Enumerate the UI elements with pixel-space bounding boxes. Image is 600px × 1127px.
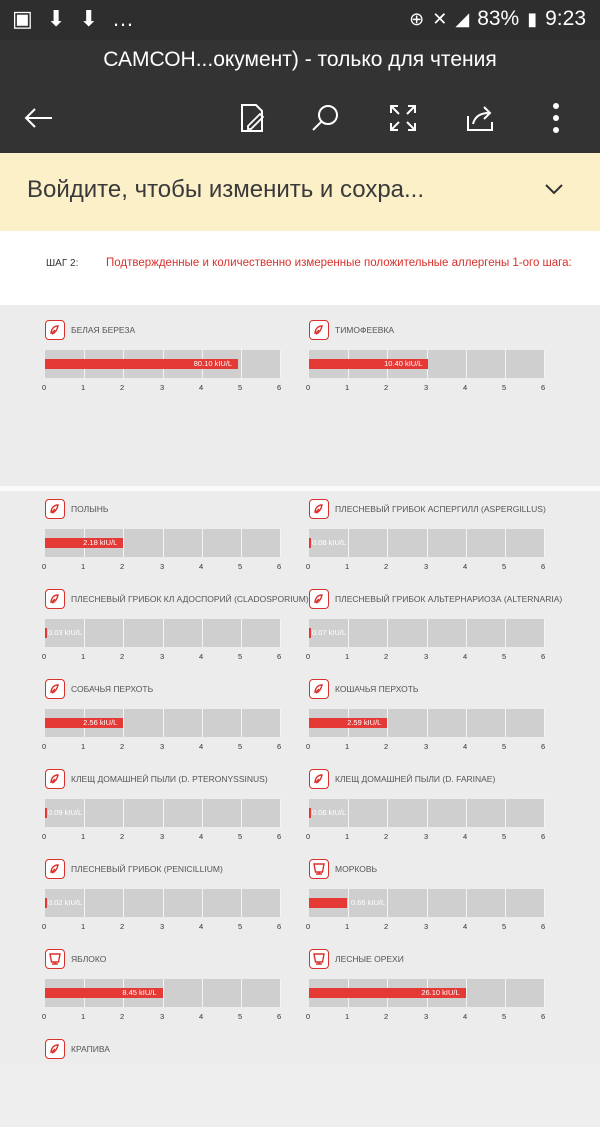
gridline	[387, 799, 388, 827]
gridline	[241, 799, 242, 827]
gridline	[280, 799, 281, 827]
axis-tick: 5	[238, 922, 243, 931]
gridline	[123, 619, 124, 647]
axis-tick: 4	[199, 742, 204, 751]
notification-icons: ▣ ⬇ ⬇ …	[12, 6, 138, 31]
allergen-chart	[306, 949, 574, 1037]
back-button[interactable]	[16, 96, 60, 140]
axis-tick: 0	[306, 383, 311, 392]
axis-tick: 0	[306, 562, 311, 571]
axis-tick: 0	[42, 383, 47, 392]
allergen-chart	[306, 320, 574, 408]
value-label: 0.02 kIU/L	[48, 898, 83, 907]
axis-tick: 3	[424, 742, 429, 751]
axis-tick: 6	[541, 832, 546, 841]
gridline	[387, 529, 388, 557]
gridline	[466, 979, 467, 1007]
axis-tick: 2	[384, 652, 389, 661]
axis-tick: 5	[502, 652, 507, 661]
bar-track	[45, 619, 280, 647]
gridline	[466, 889, 467, 917]
signin-banner[interactable]	[0, 153, 600, 231]
axis-tick: 1	[345, 742, 350, 751]
gridline	[544, 619, 545, 647]
value-label: 2.18 kIU/L	[83, 538, 118, 547]
gridline	[427, 709, 428, 737]
gridline	[202, 619, 203, 647]
axis-tick: 3	[160, 832, 165, 841]
value-label: 2.59 kIU/L	[347, 718, 382, 727]
axis-tick: 3	[160, 652, 165, 661]
axis-tick: 2	[120, 832, 125, 841]
axis-tick: 2	[120, 1012, 125, 1021]
axis-tick: 4	[463, 562, 468, 571]
axis-tick: 0	[306, 1012, 311, 1021]
value-label: 0.66 kIU/L	[350, 898, 386, 907]
axis-tick: 0	[306, 922, 311, 931]
bar-track	[45, 799, 280, 827]
gridline	[544, 889, 545, 917]
battery-saver-icon: ⊕	[409, 8, 425, 29]
axis-tick: 5	[502, 742, 507, 751]
axis-tick: 0	[306, 742, 311, 751]
allergen-chart	[42, 769, 310, 857]
axis-tick: 1	[345, 832, 350, 841]
bar-track	[309, 979, 544, 1007]
battery-icon: ▮	[527, 8, 538, 29]
signal-icon: ◢	[455, 8, 470, 29]
gridline	[280, 979, 281, 1007]
gridline	[544, 529, 545, 557]
food-icon	[309, 859, 329, 879]
gridline	[280, 529, 281, 557]
allergen-name: КЛЕЩ ДОМАШНЕЙ ПЫЛИ (D. FARINAE)	[335, 774, 496, 784]
axis-tick: 4	[199, 832, 204, 841]
bar-track	[45, 979, 280, 1007]
allergen-name: КЛЕЩ ДОМАШНЕЙ ПЫЛИ (D. PTERONYSSINUS)	[71, 774, 268, 784]
mute-icon: ✕	[432, 8, 448, 29]
step-label: ШАГ 2:	[46, 258, 79, 269]
share-button[interactable]	[458, 96, 502, 140]
axis-tick: 3	[424, 922, 429, 931]
allergen-chart	[45, 1039, 310, 1127]
axis-tick: 3	[160, 742, 165, 751]
pollen-icon	[45, 589, 65, 609]
pollen-icon	[45, 1039, 65, 1059]
gridline	[466, 619, 467, 647]
step-description: Подтвержденные и количественно измеренные положительные аллергены 1-ого шага:	[106, 257, 572, 269]
axis-tick: 2	[384, 832, 389, 841]
value-label: 0.03 kIU/L	[48, 628, 83, 637]
gridline	[427, 889, 428, 917]
pollen-icon	[45, 859, 65, 879]
allergen-chart	[306, 499, 574, 587]
axis-tick: 1	[345, 922, 350, 931]
pollen-icon	[309, 769, 329, 789]
axis-tick: 5	[502, 1012, 507, 1021]
axis-tick: 5	[238, 652, 243, 661]
more-vert-icon	[551, 102, 561, 134]
allergen-name: КРАПИВА	[71, 1044, 110, 1054]
gridline	[544, 979, 545, 1007]
allergen-name: ЛЕСНЫЕ ОРЕХИ	[335, 954, 404, 964]
axis-tick: 5	[502, 383, 507, 392]
axis-tick: 4	[463, 742, 468, 751]
axis-tick: 1	[345, 562, 350, 571]
gridline	[466, 529, 467, 557]
gridline	[241, 979, 242, 1007]
gridline	[387, 889, 388, 917]
food-icon	[309, 949, 329, 969]
gridline	[348, 799, 349, 827]
gridline	[348, 619, 349, 647]
gridline	[348, 889, 349, 917]
axis-tick: 4	[199, 922, 204, 931]
pollen-icon	[309, 499, 329, 519]
allergen-chart	[306, 589, 574, 677]
pollen-icon	[45, 499, 65, 519]
axis-tick: 4	[199, 383, 204, 392]
gridline	[466, 709, 467, 737]
value-bar	[45, 898, 47, 908]
allergen-chart	[42, 499, 310, 587]
axis-tick: 6	[277, 1012, 282, 1021]
axis-tick: 4	[463, 922, 468, 931]
pollen-icon	[45, 679, 65, 699]
value-bar	[309, 628, 311, 638]
axis-tick: 6	[277, 742, 282, 751]
axis-tick: 1	[81, 562, 86, 571]
axis-tick: 2	[120, 742, 125, 751]
axis-tick: 4	[463, 652, 468, 661]
gridline	[123, 889, 124, 917]
axis-tick: 2	[384, 922, 389, 931]
gridline	[202, 709, 203, 737]
gridline	[505, 529, 506, 557]
gridline	[505, 799, 506, 827]
gridline	[241, 529, 242, 557]
axis-tick: 3	[160, 562, 165, 571]
value-label: 80.10 kIU/L	[193, 359, 233, 368]
value-bar	[45, 808, 47, 818]
status-bar	[0, 0, 600, 40]
axis-tick: 6	[277, 832, 282, 841]
bar-track	[309, 799, 544, 827]
value-bar	[309, 808, 311, 818]
axis-tick: 2	[384, 562, 389, 571]
gridline	[163, 799, 164, 827]
allergen-chart	[306, 859, 574, 947]
app-bar	[0, 40, 600, 153]
gridline	[163, 619, 164, 647]
gridline	[241, 889, 242, 917]
allergen-chart	[306, 679, 574, 767]
value-label: 0.06 kIU/L	[312, 808, 347, 817]
axis-tick: 0	[306, 652, 311, 661]
value-label: 0.08 kIU/L	[312, 538, 347, 547]
allergen-chart	[42, 859, 310, 947]
axis-tick: 5	[502, 922, 507, 931]
gridline	[84, 799, 85, 827]
gridline	[544, 350, 545, 378]
pollen-icon	[309, 589, 329, 609]
axis-tick: 5	[238, 562, 243, 571]
value-label: 0.07 kIU/L	[312, 628, 347, 637]
more-options-button[interactable]	[534, 96, 578, 140]
axis-tick: 1	[81, 832, 86, 841]
axis-tick: 4	[463, 832, 468, 841]
axis-tick: 2	[120, 922, 125, 931]
pollen-icon	[45, 769, 65, 789]
gridline	[163, 889, 164, 917]
allergen-name: ПЛЕСНЕВЫЙ ГРИБОК АЛЬТЕРНАРИОЗА (ALTERNARIA)	[335, 594, 563, 604]
allergen-name: ПОЛЫНЬ	[71, 504, 109, 514]
gridline	[280, 889, 281, 917]
gridline	[202, 889, 203, 917]
axis-tick: 6	[541, 922, 546, 931]
axis-tick: 2	[384, 383, 389, 392]
allergen-chart	[306, 769, 574, 857]
axis-tick: 5	[502, 832, 507, 841]
gridline	[348, 529, 349, 557]
bar-track	[45, 889, 280, 917]
pollen-icon	[309, 679, 329, 699]
axis-tick: 3	[160, 1012, 165, 1021]
gridline	[505, 889, 506, 917]
bar-track	[45, 350, 280, 378]
gridline	[505, 709, 506, 737]
allergen-chart	[42, 949, 310, 1037]
axis-tick: 2	[120, 652, 125, 661]
axis-tick: 6	[277, 652, 282, 661]
allergen-name: ЯБЛОКО	[71, 954, 107, 964]
axis-tick: 3	[160, 922, 165, 931]
axis-tick: 6	[277, 383, 282, 392]
document-title: САМСОН...окумент) - только для чтения	[103, 48, 497, 71]
value-label: 26.10 kIU/L	[421, 988, 460, 997]
allergen-chart	[42, 320, 310, 408]
axis-tick: 4	[463, 383, 468, 392]
gridline	[544, 709, 545, 737]
axis-tick: 6	[541, 742, 546, 751]
axis-tick: 1	[345, 652, 350, 661]
axis-tick: 4	[199, 1012, 204, 1021]
edit-button[interactable]	[230, 96, 274, 140]
axis-tick: 1	[81, 742, 86, 751]
gridline	[466, 350, 467, 378]
axis-tick: 3	[424, 562, 429, 571]
axis-tick: 0	[42, 1012, 47, 1021]
edit-document-icon	[236, 102, 268, 134]
axis-tick: 1	[81, 1012, 86, 1021]
gridline	[84, 889, 85, 917]
gridline	[84, 619, 85, 647]
gridline	[123, 799, 124, 827]
food-icon	[45, 949, 65, 969]
axis-tick: 5	[238, 383, 243, 392]
axis-tick: 5	[238, 832, 243, 841]
axis-tick: 6	[277, 922, 282, 931]
axis-tick: 3	[424, 383, 429, 392]
pollen-icon	[45, 320, 65, 340]
value-bar	[309, 898, 347, 908]
step-header	[0, 231, 600, 305]
axis-tick: 6	[541, 1012, 546, 1021]
allergen-name: ПЛЕСНЕВЫЙ ГРИБОК (PENICILLIUM)	[71, 864, 223, 874]
axis-tick: 0	[306, 832, 311, 841]
axis-tick: 1	[81, 652, 86, 661]
axis-tick: 5	[238, 742, 243, 751]
allergen-name: МОРКОВЬ	[335, 864, 378, 874]
chevron-down-icon[interactable]	[544, 183, 564, 195]
axis-tick: 4	[199, 562, 204, 571]
gridline	[280, 350, 281, 378]
axis-tick: 6	[541, 383, 546, 392]
gridline	[505, 350, 506, 378]
gridline	[280, 709, 281, 737]
battery-level: 83%	[477, 7, 520, 30]
axis-tick: 0	[42, 832, 47, 841]
bar-track	[45, 529, 280, 557]
axis-tick: 3	[424, 1012, 429, 1021]
gridline	[505, 619, 506, 647]
bar-track	[309, 529, 544, 557]
gridline	[280, 619, 281, 647]
value-label: 10.40 kIU/L	[384, 359, 423, 368]
gridline	[466, 799, 467, 827]
bar-track	[309, 709, 544, 737]
gridline	[202, 979, 203, 1007]
allergen-name: КОШАЧЬЯ ПЕРХОТЬ	[335, 684, 419, 694]
axis-tick: 1	[345, 1012, 350, 1021]
share-icon	[464, 102, 496, 134]
gridline	[427, 529, 428, 557]
gridline	[202, 799, 203, 827]
axis-tick: 1	[81, 922, 86, 931]
document-page	[0, 231, 600, 1065]
value-bar	[309, 538, 311, 548]
axis-tick: 3	[424, 652, 429, 661]
allergen-name: БЕЛАЯ БЕРЕЗА	[71, 325, 136, 335]
clock: 9:23	[545, 7, 586, 30]
axis-tick: 0	[42, 742, 47, 751]
gridline	[427, 619, 428, 647]
gridline	[163, 529, 164, 557]
axis-tick: 2	[384, 742, 389, 751]
gridline	[202, 529, 203, 557]
axis-tick: 4	[463, 1012, 468, 1021]
axis-tick: 2	[120, 562, 125, 571]
bar-track	[309, 889, 544, 917]
allergen-name: ТИМОФЕЕВКА	[335, 325, 395, 335]
bar-track	[309, 350, 544, 378]
axis-tick: 6	[541, 652, 546, 661]
bar-track	[309, 619, 544, 647]
axis-tick: 2	[384, 1012, 389, 1021]
axis-tick: 3	[424, 832, 429, 841]
gridline	[387, 619, 388, 647]
fullscreen-icon	[387, 102, 419, 134]
value-label: 0.09 kIU/L	[48, 808, 83, 817]
gridline	[241, 619, 242, 647]
gridline	[163, 709, 164, 737]
value-bar	[45, 628, 47, 638]
axis-tick: 1	[81, 383, 86, 392]
value-label: 8.45 kIU/L	[122, 988, 157, 997]
allergen-name: ПЛЕСНЕВЫЙ ГРИБОК АСПЕРГИЛЛ (ASPERGILLUS)	[335, 504, 546, 514]
axis-tick: 0	[42, 922, 47, 931]
fullscreen-button[interactable]	[381, 96, 425, 140]
axis-tick: 2	[120, 383, 125, 392]
axis-tick: 5	[502, 562, 507, 571]
signin-text: Войдите, чтобы изменить и сохра...	[27, 176, 425, 203]
allergen-chart	[42, 679, 310, 767]
gridline	[505, 979, 506, 1007]
pollen-icon	[309, 320, 329, 340]
gridline	[241, 350, 242, 378]
search-icon	[310, 102, 342, 134]
gridline	[427, 799, 428, 827]
value-label: 2.56 kIU/L	[83, 718, 118, 727]
gridline	[241, 709, 242, 737]
bar-track	[45, 709, 280, 737]
axis-tick: 6	[541, 562, 546, 571]
gridline	[163, 979, 164, 1007]
section-divider	[0, 486, 600, 491]
axis-tick: 3	[160, 383, 165, 392]
axis-tick: 5	[238, 1012, 243, 1021]
search-button[interactable]	[304, 96, 348, 140]
allergen-chart	[42, 589, 310, 677]
axis-tick: 0	[42, 652, 47, 661]
back-arrow-icon	[22, 106, 54, 130]
axis-tick: 1	[345, 383, 350, 392]
axis-tick: 0	[42, 562, 47, 571]
axis-tick: 6	[277, 562, 282, 571]
axis-tick: 4	[199, 652, 204, 661]
allergen-name: ПЛЕСНЕВЫЙ ГРИБОК КЛ АДОСПОРИЙ (CLADOSPORIUM)	[71, 594, 309, 604]
gridline	[544, 799, 545, 827]
allergen-name: СОБАЧЬЯ ПЕРХОТЬ	[71, 684, 154, 694]
